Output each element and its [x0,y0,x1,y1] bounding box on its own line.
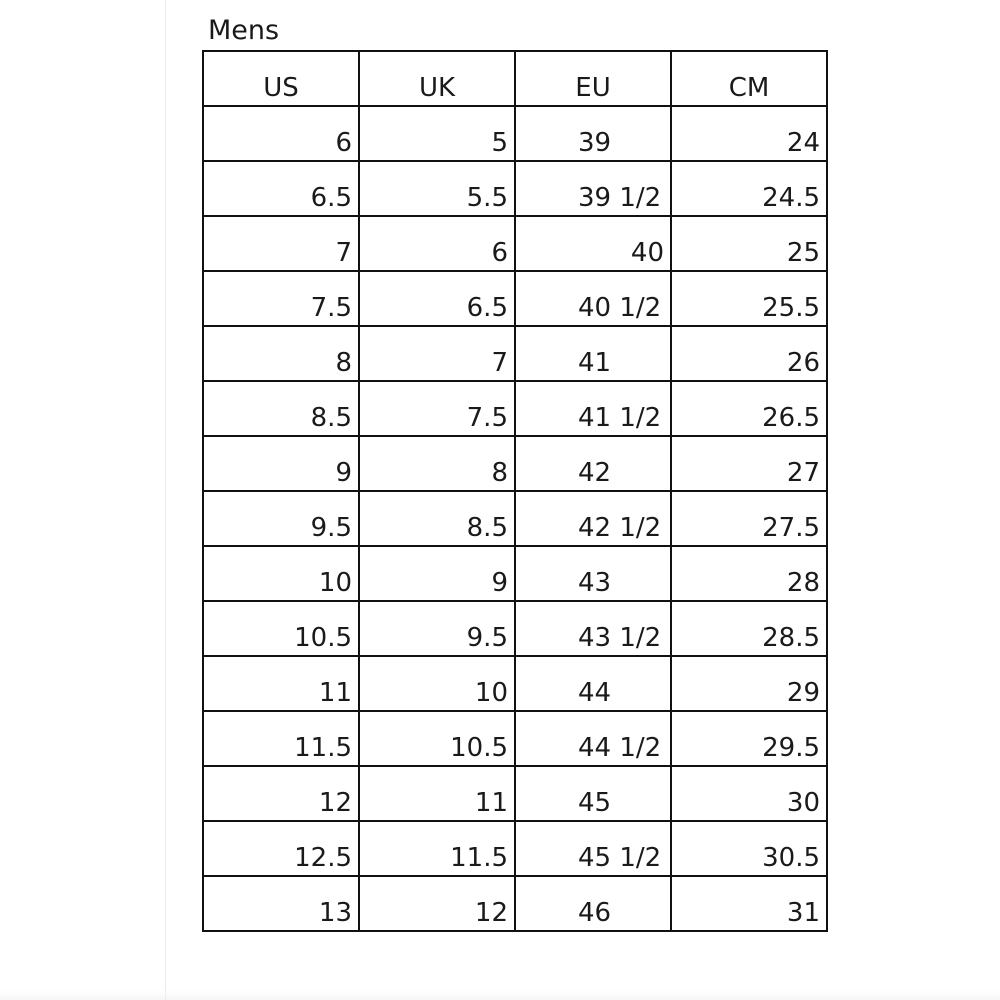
cell-us: 7 [203,216,359,271]
cell-uk: 9 [359,546,515,601]
cell-uk: 12 [359,876,515,931]
size-chart-table [202,50,828,932]
cell-eu: 39 1/2 [515,161,671,216]
cell-us: 7.5 [203,271,359,326]
cell-us: 13 [203,876,359,931]
cell-cm: 26.5 [671,381,827,436]
cell-cm: 29.5 [671,711,827,766]
table-row [203,216,827,271]
table-row [203,271,827,326]
cell-uk: 6.5 [359,271,515,326]
cell-eu: 40 [515,216,671,271]
cell-uk: 11 [359,766,515,821]
cell-eu: 44 [515,656,671,711]
column-header-cm: CM [671,51,827,106]
cell-cm: 28 [671,546,827,601]
cell-cm: 25.5 [671,271,827,326]
page-margin-line [165,0,166,1000]
table-row [203,436,827,491]
table-row [203,106,827,161]
cell-us: 12.5 [203,821,359,876]
cell-uk: 7 [359,326,515,381]
cell-uk: 5.5 [359,161,515,216]
table-row [203,326,827,381]
cell-uk: 10.5 [359,711,515,766]
size-rows [203,106,827,931]
cell-us: 8 [203,326,359,381]
cell-eu: 39 [515,106,671,161]
cell-eu: 45 [515,766,671,821]
column-header-eu: EU [515,51,671,106]
cell-us: 10 [203,546,359,601]
cell-uk: 5 [359,106,515,161]
size-chart-container [202,50,828,1000]
cell-cm: 26 [671,326,827,381]
cell-uk: 8.5 [359,491,515,546]
cell-eu: 45 1/2 [515,821,671,876]
cell-cm: 30.5 [671,821,827,876]
cell-eu: 44 1/2 [515,711,671,766]
cell-cm: 24.5 [671,161,827,216]
table-row [203,711,827,766]
cell-us: 6 [203,106,359,161]
table-row [203,766,827,821]
cell-eu: 43 [515,546,671,601]
table-row [203,656,827,711]
cell-us: 11 [203,656,359,711]
cell-us: 9.5 [203,491,359,546]
table-row [203,161,827,216]
table-row [203,546,827,601]
table-row [203,601,827,656]
cell-us: 6.5 [203,161,359,216]
cell-eu: 46 [515,876,671,931]
table-row [203,876,827,931]
cell-eu: 40 1/2 [515,271,671,326]
column-header-uk: UK [359,51,515,106]
cell-us: 9 [203,436,359,491]
cell-cm: 28.5 [671,601,827,656]
column-header-us: US [203,51,359,106]
cell-cm: 24 [671,106,827,161]
cell-uk: 11.5 [359,821,515,876]
cell-us: 12 [203,766,359,821]
cell-uk: 7.5 [359,381,515,436]
cell-eu: 42 [515,436,671,491]
cell-us: 11.5 [203,711,359,766]
cell-cm: 31 [671,876,827,931]
cell-cm: 25 [671,216,827,271]
cell-cm: 27 [671,436,827,491]
cell-eu: 41 [515,326,671,381]
cell-uk: 9.5 [359,601,515,656]
header-row [203,51,827,106]
cell-eu: 41 1/2 [515,381,671,436]
cell-cm: 27.5 [671,491,827,546]
cell-cm: 29 [671,656,827,711]
cell-us: 8.5 [203,381,359,436]
cell-uk: 10 [359,656,515,711]
cell-us: 10.5 [203,601,359,656]
scan-edge-shade [0,990,1000,1000]
cell-uk: 8 [359,436,515,491]
table-row [203,821,827,876]
table-row [203,381,827,436]
sheet-title: Mens [208,15,280,46]
table-row [203,491,827,546]
cell-cm: 30 [671,766,827,821]
cell-eu: 43 1/2 [515,601,671,656]
cell-eu: 42 1/2 [515,491,671,546]
cell-uk: 6 [359,216,515,271]
